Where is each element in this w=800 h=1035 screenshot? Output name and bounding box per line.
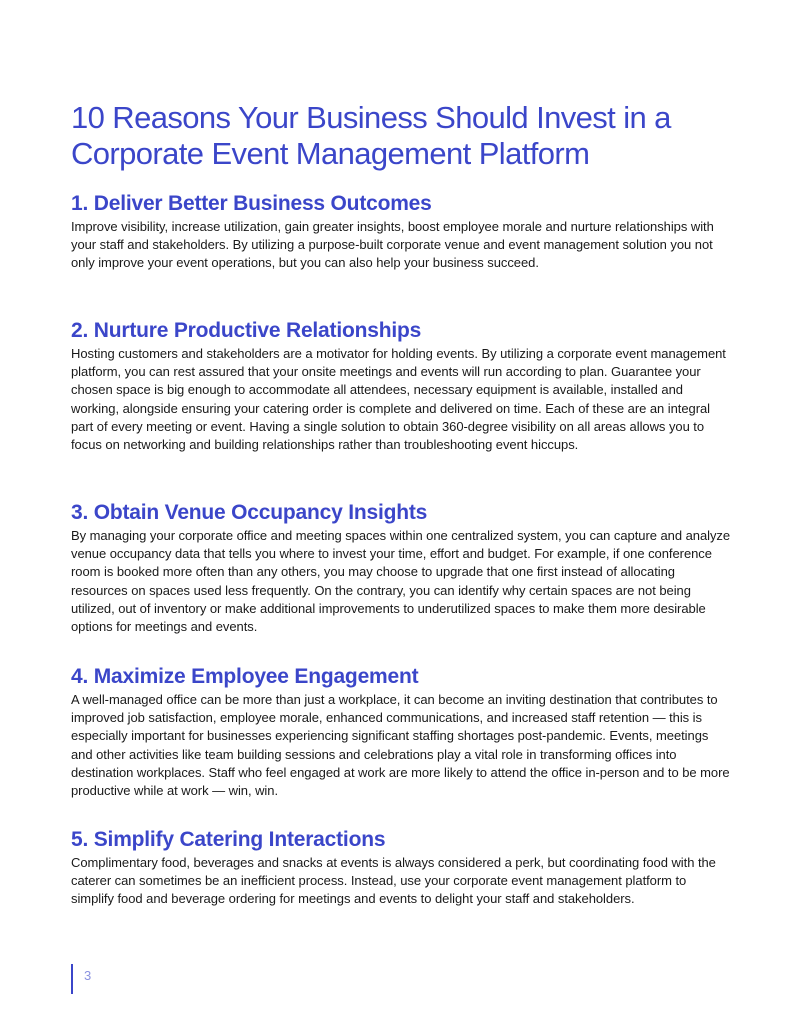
section-heading: 2. Nurture Productive Relationships — [71, 319, 422, 342]
section-heading: 5. Simplify Catering Interactions — [71, 828, 386, 851]
section-heading: 1. Deliver Better Business Outcomes — [71, 192, 432, 215]
section-occupancy-insights — [71, 499, 731, 636]
page-title: 10 Reasons Your Business Should Invest in a Corporate Event Management Platform — [71, 100, 671, 171]
section-body: By managing your corporate office and meeting spaces within one centralized system, you can capture and analyze venue occupancy data that tells you where to invest your time, effort and budget. For example, if one conference room is booked more often than any others, you may choose to upgrade that one first instead of allocating resources on spaces used less frequently. On the contrary, you can identify why certain spaces are not being utilized, out of inventory or make additional improvements to underutilized spaces to make them more desirable options for meetings and events. — [71, 528, 731, 635]
page-number: 3 — [84, 968, 92, 983]
section-nurture-relationships — [71, 317, 731, 454]
section-heading: 4. Maximize Employee Engagement — [71, 665, 419, 688]
section-catering-interactions — [71, 826, 731, 909]
section-body: Improve visibility, increase utilization, gain greater insights, boost employee morale and nurture relationships with your staff and stakeholders. By utilizing a purpose-built corporate venue and event management solution you not only improve your event operations, but you can also help your business succeed. — [71, 219, 714, 271]
section-heading: 3. Obtain Venue Occupancy Insights — [71, 501, 428, 524]
section-body: Hosting customers and stakeholders are a motivator for holding events. By utilizing a corporate event management platform, you can rest assured that your onsite meetings and events will run according to plan. Guarantee your chosen space is big enough to accommodate all attendees, necessary equipment is available, installed and working, alongside ensuring your catering order is complete and delivered on time. Each of these are an integral part of every meeting or event. Having a single solution to obtain 360-degree visibility on all areas allows you to focus on networking and building relationships rather than troubleshooting event hiccups. — [71, 346, 726, 453]
section-employee-engagement — [71, 663, 731, 800]
section-deliver-outcomes — [71, 190, 731, 273]
section-body: A well-managed office can be more than just a workplace, it can become an inviting destination that contributes to improved job satisfaction, employee morale, enhanced communications, and increased staff retention — this is especially important for businesses experiencing significant staffing shortages post-pandemic. Events, meetings and other activities like team building sessions and celebrations play a vital role in transforming offices into destination workplaces. Staff who feel engaged at work are more likely to attend the office in-person and to be more productive while at work — win, win. — [71, 692, 730, 799]
footer-divider — [71, 964, 73, 994]
section-body: Complimentary food, beverages and snacks at events is always considered a perk, but coordinating food with the caterer can sometimes be an inefficient process. Instead, use your corporate event management platform to simplify food and beverage ordering for meetings and events to delight your staff and stakeholders. — [71, 855, 716, 907]
